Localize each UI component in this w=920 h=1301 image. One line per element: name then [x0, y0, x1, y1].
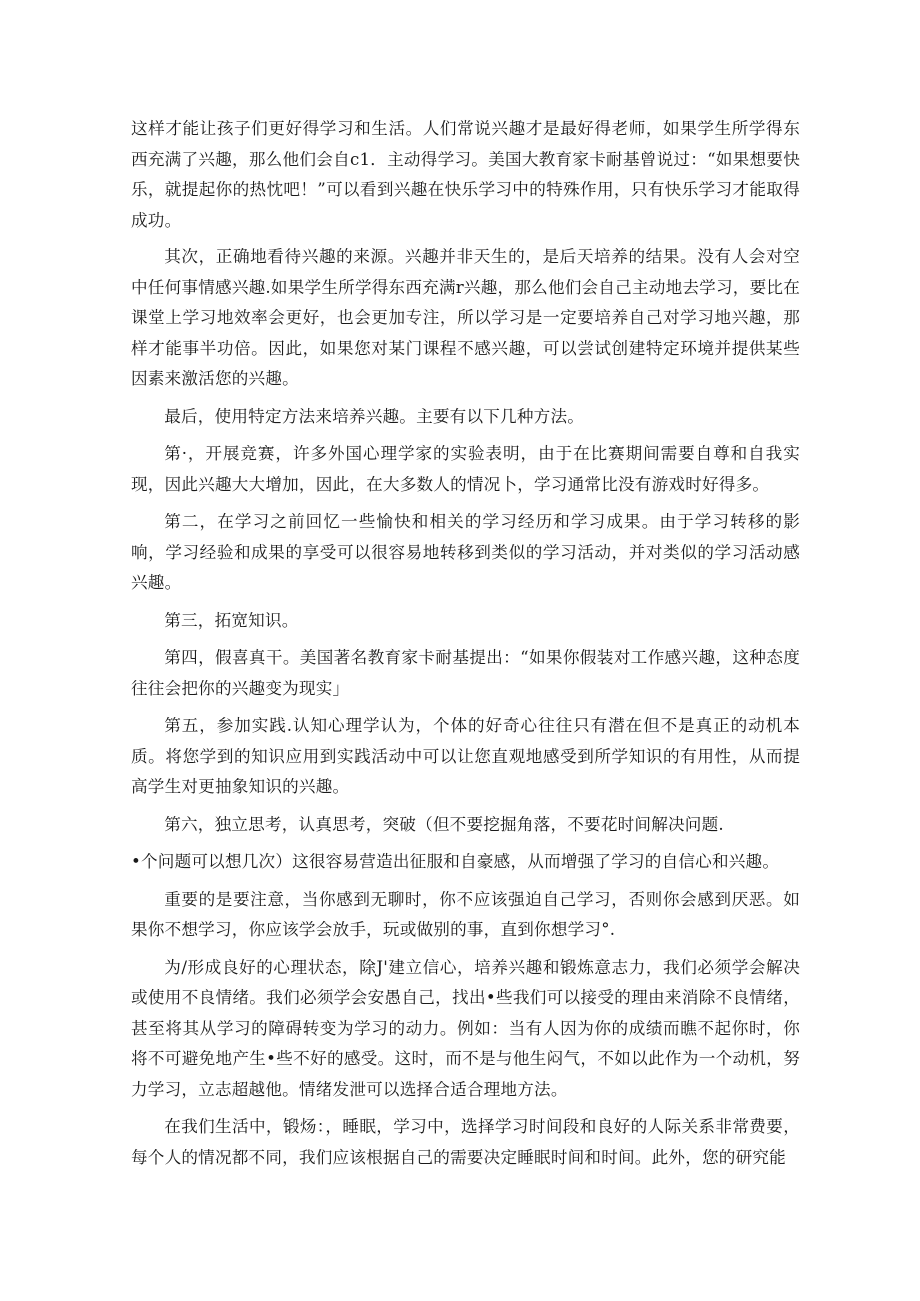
- paragraph-emotions: 为/形成良好的心理状态，除J'建立信心，培养兴趣和锻炼意志力，我们必须学会解决或使用不良情绪。我们必须学会安愚自己，找出•些我们可以接受的理由来消除不良情绪，甚至将其从学习的障碍转变为学习的动力。例如：当有人因为你的成绩而瞧不起你时，你将不可避免地产生•些不好的感受。这时，而不是与他生闷气，不如以此作为一个动机，努力学习，立志超越他。情绪发泄可以选择合适合理地方法。: [131, 957, 800, 1099]
- paragraph-method-independent-thinking: 第六，独立思考，认真思考，突破（但不要挖掘角落，不要花时间解决问题.: [164, 814, 724, 834]
- paragraph-method-independent-thinking-cont: •个问题可以想几次）这很容易营造出征服和自豪感，从而增强了学习的自信心和兴趣。: [131, 852, 780, 871]
- paragraph-method-pretend: 第四，假喜真干。美国著名教育家卡耐基提出：“如果你假装对工作感兴趣，这种态度往往会把你的兴趣变为现实」: [131, 648, 800, 698]
- paragraph-daily-life: 在我们生活中，锻炀：，睡眠，学习中，选择学习时间段和良好的人际关系非常费要，每个人的情况都不同，我们应该根据自己的需要决定睡眠时间和时间。此外，您的研究能: [131, 1117, 800, 1167]
- paragraph-method-practice: 第五，参加实践.认知心理学认为，个体的好奇心往往只有潜在但不是真正的动机本质。将您学到的知识应用到实践活动中可以让您直观地感受到所学知识的有用性，从而提高学生对更抽象知识的兴趣。: [131, 716, 800, 796]
- paragraph-interest-best-teacher: 这样才能让孩子们更好得学习和生活。人们常说兴趣才是最好得老师，如果学生所学得东西充满了兴趣，那么他们会自c1．主动得学习。美国大教育家卡耐基曾说过：“如果想要快乐，就提起你的热忱吧！”可以看到兴趣在快乐学习中的特殊作用，只有快乐学习才能取得成功。: [131, 119, 800, 230]
- paragraph-boredom-note: 重要的是要注意，当你感到无聊时，你不应该强迫自己学习，否则你会感到厌恶。如果你不想学习，你应该学会放手，玩或做别的事，直到你想学习°.: [131, 889, 800, 939]
- paragraph-methods-intro: 最后，使用特定方法来培养兴趣。主要有以下几种方法。: [164, 406, 585, 426]
- paragraph-method-broaden-knowledge: 第三，拓宽知识。: [164, 610, 299, 630]
- paragraph-source-of-interest: 其次，正确地看待兴趣的来源。兴趣并非天生的，是后天培养的结果。没有人会对空中任何事情感兴趣.如果学生所学得东西充满r兴趣，那么他们会自己主动地去学习，要比在课堂上学习地效率会更好，也会更加专注，所以学习是一定要培养自己对学习地兴趣，那样才能事半功倍。因此，如果您对某门课程不感兴趣，可以尝试创建特定环境并提供某些因素来激活您的兴趣。: [131, 247, 800, 388]
- paragraph-method-recall: 第二，在学习之前回忆一些愉快和相关的学习经历和学习成果。由于学习转移的影响，学习经验和成果的享受可以很容易地转移到类似的学习活动，并对类似的学习活动感兴趣。: [131, 512, 800, 592]
- paragraph-method-competition: 第·，开展竞赛，许多外国心理学家的实验表明，由于在比赛期间需要自尊和自我实现，因此兴趣大大增加，因此，在大多数人的情况卜，学习通常比没有游戏时好得多。: [131, 444, 800, 494]
